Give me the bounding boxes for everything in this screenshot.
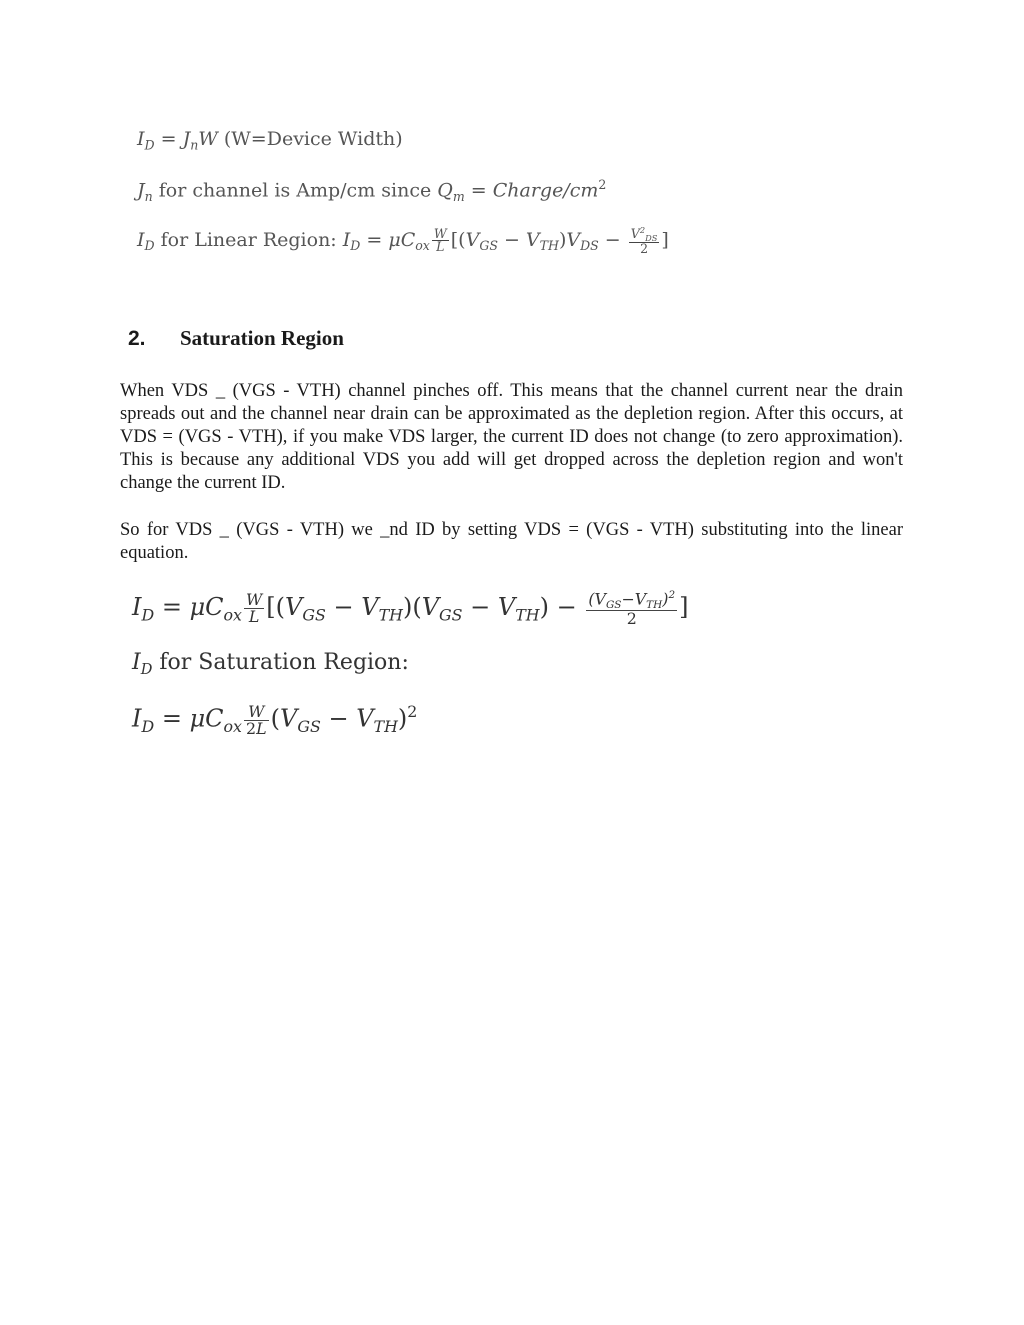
equation-substituted: $I_D = \mu C_{ox}$ $\frac{W}{L}$ [$(V_{GS} - V_{TH})(V_{GS} - V_{TH})$ − $\frac{(V_{GS}-V_{TH})^2}{2}$ ]: [132, 589, 689, 629]
equation-saturation-current: $I_D = \mu C_{ox}$ $\frac{W}{2L}$ $(V_{GS} - V_{TH})^2$: [132, 701, 418, 738]
paragraph-pinch-off: When VDS _ (VGS - VTH) channel pinches off. This means that the channel current near the drain spreads out and the channel near drain can be approximated as the depletion region. After this occurs, at VDS = (VGS - VTH), if you make VDS larger, the current ID does not change (to zero approximation). This is because any additional VDS you add will get dropped across the depletion region and won't change the current ID.: [120, 381, 903, 493]
charge-unit: Charge/cm: [492, 179, 599, 202]
equation-current-density-units: $J_n$ for channel is Amp/cm since $Q_m$ = Charge/$cm^2$: [137, 177, 607, 204]
paragraph-substitution: So for VDS _ (VGS - VTH) we _nd ID by setting VDS = (VGS - VTH) substituting into the linear equation.: [120, 520, 903, 563]
section-heading: [128, 326, 344, 351]
equation-text: for Linear Region:: [160, 228, 337, 251]
equation-linear-region: $I_D$ for Linear Region: $I_D = \mu C_{ox}$ $\frac{W}{L}$ [$(V_{GS} - V_{TH})V_{DS}$ − $\frac{V^2_{DS}}{2}$ ]: [137, 225, 669, 257]
equation-drain-current-density: $I_D = J_nW$ (W=Device Width): [137, 128, 403, 153]
equation-text: for channel is Amp/cm since: [158, 179, 432, 202]
equation-note: (W=Device Width): [223, 128, 403, 150]
section-number: 2.: [128, 327, 146, 350]
equation-text: for Saturation Region:: [159, 650, 409, 675]
equation-saturation-label: $I_D$ for Saturation Region:: [132, 650, 409, 679]
section-title: Saturation Region: [180, 326, 344, 350]
